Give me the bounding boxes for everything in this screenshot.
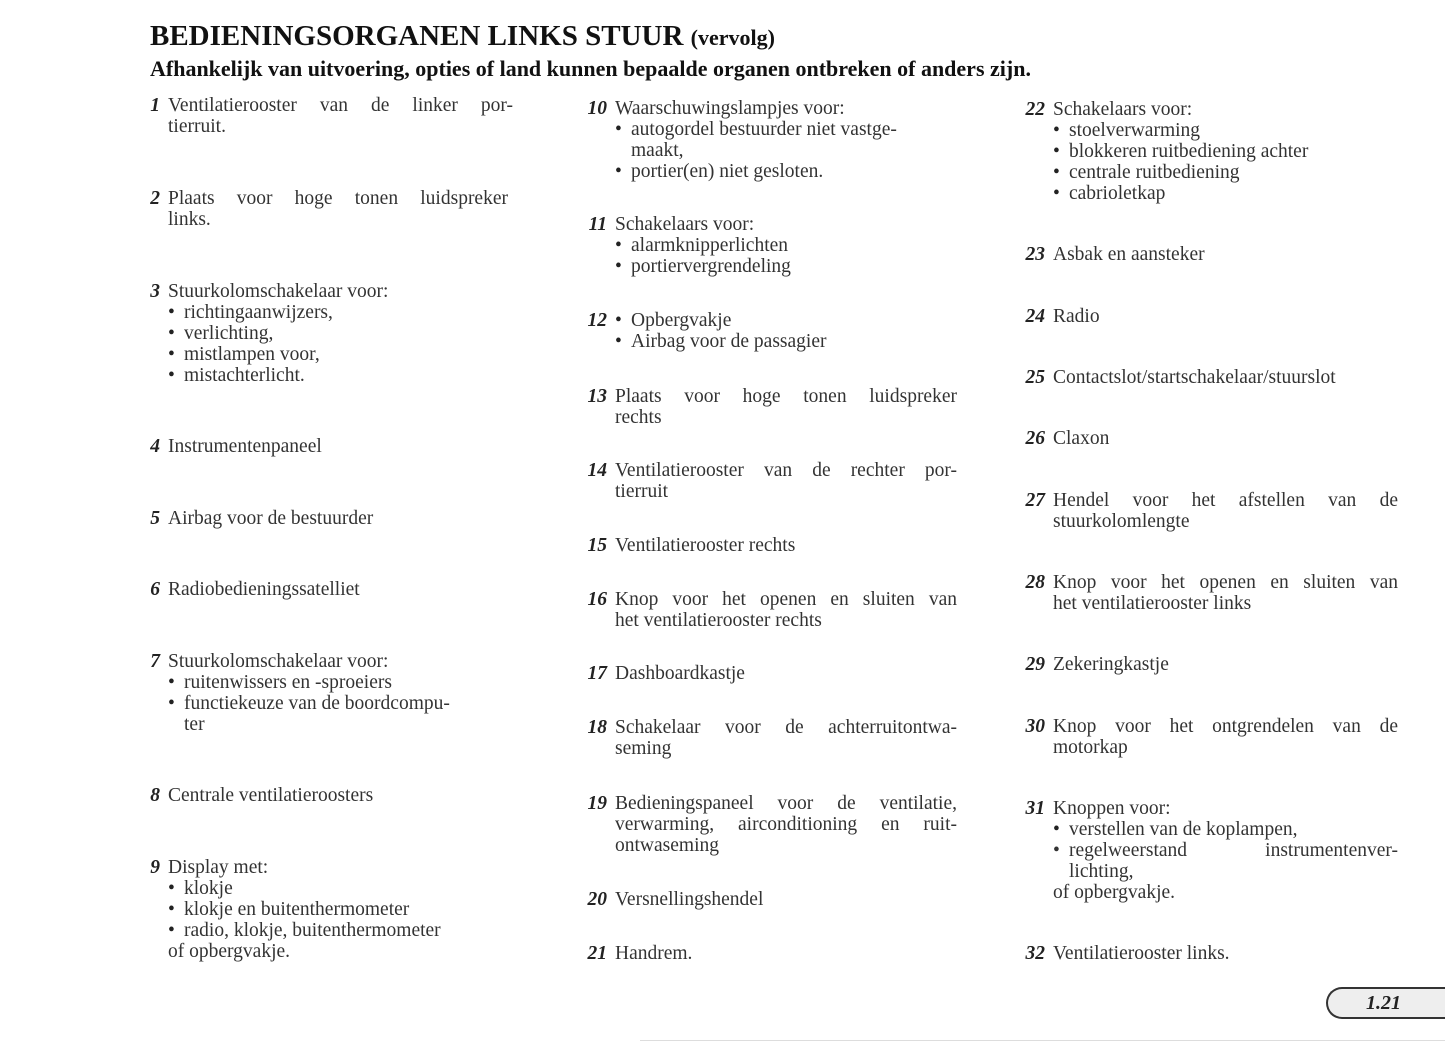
item-bullet: • centrale ruitbediening xyxy=(1053,162,1308,183)
item-bullet: • autogordel bestuurder niet vastge- xyxy=(615,119,955,140)
item-text: Plaats voor hoge tonen luidspreker xyxy=(168,188,508,209)
item-text: Zekeringkastje xyxy=(1053,654,1169,675)
item-text: tierruit xyxy=(615,481,669,502)
bottom-rule xyxy=(640,1040,1445,1041)
item-bullet: • verstellen van de koplampen, xyxy=(1053,819,1398,840)
item-text: Hendel voor het afstellen van de xyxy=(1053,490,1398,511)
item-text: motorkap xyxy=(1053,737,1128,758)
item-number: 19 xyxy=(587,793,607,814)
item-text: Stuurkolomschakelaar voor: xyxy=(168,651,389,672)
item-text: het ventilatierooster rechts xyxy=(615,610,822,631)
item-text: links. xyxy=(168,209,211,230)
item-text: Radiobedieningssatelliet xyxy=(168,579,360,600)
item-text: het ventilatierooster links xyxy=(1053,593,1252,614)
item-number: 23 xyxy=(1025,244,1045,265)
item-number: 4 xyxy=(150,436,160,457)
item-bullet: • Opbergvakje xyxy=(615,310,826,331)
item-text: Schakelaar voor de achterruitontwa- xyxy=(615,717,957,738)
item-bullet: • cabrioletkap xyxy=(1053,183,1308,204)
item-text: Schakelaars voor: xyxy=(1053,99,1193,120)
item-text: seming xyxy=(615,738,672,759)
item-number: 7 xyxy=(150,651,160,672)
item-text: Dashboardkastje xyxy=(615,663,745,684)
bullet-icon: • xyxy=(1053,840,1060,861)
item-bullet: • ruitenwissers en -sproeiers xyxy=(168,672,508,693)
item-text: Knop voor het openen en sluiten van xyxy=(1053,572,1398,593)
item-bullet: regelweerstand instrumentenver- xyxy=(1069,840,1398,861)
item-number: 8 xyxy=(150,785,160,806)
item-bullet: • mistachterlicht. xyxy=(168,365,388,386)
item-number: 28 xyxy=(1025,572,1045,593)
item-text: Schakelaars voor: xyxy=(615,214,755,235)
item-bullet: • stoelverwarming xyxy=(1053,120,1308,141)
item-text: Asbak en aansteker xyxy=(1053,244,1205,265)
item-text: Versnellingshendel xyxy=(615,889,764,910)
item-bullet: • portier(en) niet gesloten. xyxy=(615,161,955,182)
item-bullet: • portiervergrendeling xyxy=(615,256,791,277)
item-text: Centrale ventilatieroosters xyxy=(168,785,374,806)
item-bullet: • blokkeren ruitbediening achter xyxy=(1053,141,1308,162)
item-text: Ventilatierooster van de rechter por- xyxy=(615,460,957,481)
item-number: 27 xyxy=(1025,490,1045,511)
page-title-text: BEDIENINGSORGANEN LINKS STUUR xyxy=(150,20,684,52)
page-title xyxy=(150,20,775,53)
item-number: 10 xyxy=(587,98,607,119)
item-number: 31 xyxy=(1025,798,1045,819)
item-number: 32 xyxy=(1025,943,1045,964)
item-text: Plaats voor hoge tonen luidspreker xyxy=(615,386,957,407)
item-number: 13 xyxy=(587,386,607,407)
item-number: 25 xyxy=(1025,367,1045,388)
page-number-badge xyxy=(1326,987,1445,1019)
item-text: Handrem. xyxy=(615,943,693,964)
item-number: 22 xyxy=(1025,99,1045,120)
item-text: Knop voor het openen en sluiten van xyxy=(615,589,957,610)
item-text: Instrumentenpaneel xyxy=(168,436,322,457)
item-number: 24 xyxy=(1025,306,1045,327)
item-text: of opbergvakje. xyxy=(168,941,291,962)
page-subtitle: Afhankelijk van uitvoering, opties of land kunnen bepaalde organen ontbreken of anders zijn. xyxy=(150,56,1031,81)
item-text: rechts xyxy=(615,407,662,428)
item-text: verwarming, airconditioning en ruit- xyxy=(615,814,957,835)
item-text: Ventilatierooster van de linker por- xyxy=(168,95,513,116)
item-text: tierruit. xyxy=(168,116,226,137)
item-bullet: • richtingaanwijzers, xyxy=(168,302,388,323)
item-bullet: • alarmknipperlichten xyxy=(615,235,791,256)
item-number: 5 xyxy=(150,508,160,529)
item-number: 15 xyxy=(587,535,607,556)
item-text: Bedieningspaneel voor de ventilatie, xyxy=(615,793,957,814)
item-number: 9 xyxy=(150,857,160,878)
item-number: 18 xyxy=(587,717,607,738)
item-number: 26 xyxy=(1025,428,1045,449)
item-number: 12 xyxy=(587,310,607,331)
item-number: 11 xyxy=(588,214,607,235)
item-bullet-continuation: lichting, xyxy=(1069,861,1134,882)
page-number: 1.21 xyxy=(1366,992,1401,1014)
item-text: Claxon xyxy=(1053,428,1110,449)
item-text: Knoppen voor: xyxy=(1053,798,1171,819)
item-bullet: • functiekeuze van de boordcompu- xyxy=(168,693,508,714)
item-text: Knop voor het ontgrendelen van de xyxy=(1053,716,1398,737)
item-number: 29 xyxy=(1025,654,1045,675)
item-number: 17 xyxy=(587,663,607,684)
item-text: Radio xyxy=(1053,306,1100,327)
item-number: 30 xyxy=(1025,716,1045,737)
item-bullet: • radio, klokje, buitenthermometer xyxy=(168,920,441,941)
item-number: 20 xyxy=(587,889,607,910)
item-text: stuurkolomlengte xyxy=(1053,511,1190,532)
item-text: Contactslot/startschakelaar/stuurslot xyxy=(1053,367,1336,388)
item-bullet: • Airbag voor de passagier xyxy=(615,331,826,352)
item-number: 16 xyxy=(587,589,607,610)
item-number: 2 xyxy=(150,188,160,209)
item-bullet: • klokje xyxy=(168,878,441,899)
item-text: Display met: xyxy=(168,857,269,878)
item-number: 6 xyxy=(150,579,160,600)
item-bullet-continuation: ter xyxy=(184,714,205,735)
page-title-suffix: (vervolg) xyxy=(690,25,775,50)
item-bullet-continuation: maakt, xyxy=(631,140,684,161)
item-bullet: • verlichting, xyxy=(168,323,388,344)
item-text: ontwaseming xyxy=(615,835,719,856)
item-number: 14 xyxy=(587,460,607,481)
item-text: Ventilatierooster links. xyxy=(1053,943,1230,964)
item-text: Stuurkolomschakelaar voor: xyxy=(168,281,389,302)
item-bullet: • klokje en buitenthermometer xyxy=(168,899,441,920)
item-number: 1 xyxy=(150,95,160,116)
item-text: Airbag voor de bestuurder xyxy=(168,508,374,529)
item-number: 3 xyxy=(150,281,160,302)
item-text: of opbergvakje. xyxy=(1053,882,1176,903)
item-number: 21 xyxy=(587,943,607,964)
item-text: Ventilatierooster rechts xyxy=(615,535,796,556)
item-bullet: • mistlampen voor, xyxy=(168,344,388,365)
item-text: Waarschuwingslampjes voor: xyxy=(615,98,845,119)
